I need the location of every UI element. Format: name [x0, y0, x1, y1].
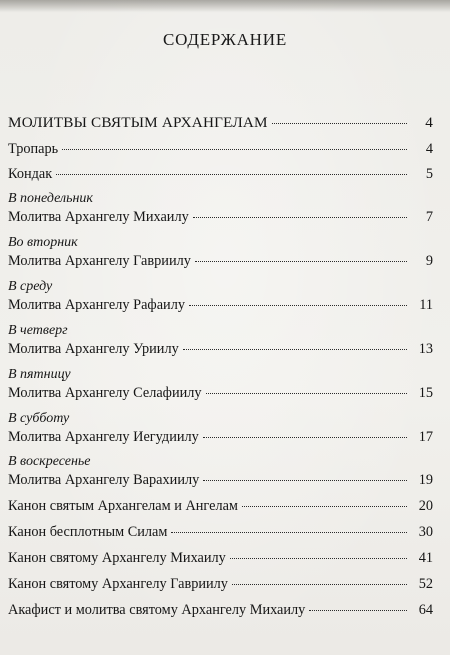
toc-leader-dots — [183, 349, 407, 350]
toc-entry — [8, 340, 433, 358]
toc-entry — [8, 601, 433, 619]
toc-entry-title: Канон святому Архангелу Михаилу — [8, 550, 226, 566]
toc-leader-dots — [171, 532, 407, 533]
toc-entry — [8, 114, 433, 132]
toc-day-label: Во вторник — [8, 235, 78, 250]
toc-leader-dots — [195, 261, 407, 262]
toc-entry-title: Тропарь — [8, 141, 59, 157]
toc-entry-page: 11 — [419, 297, 433, 313]
toc-leader-dots — [203, 480, 407, 481]
toc-leader-dots — [56, 174, 407, 175]
toc-entry — [8, 252, 433, 270]
toc-leader-dots — [230, 558, 407, 559]
toc-day-label: В субботу — [8, 411, 70, 426]
toc-entry-page: 7 — [425, 209, 433, 225]
toc-entry — [8, 575, 433, 593]
toc-entry-page: 4 — [425, 141, 433, 157]
toc-entry-title: МОЛИТВЫ СВЯТЫМ АРХАНГЕЛАМ — [8, 114, 268, 131]
toc-day-label: В воскресенье — [8, 454, 91, 469]
toc-entry — [8, 549, 433, 567]
toc-entry-page: 17 — [418, 429, 433, 445]
toc-entry-title: Молитва Архангелу Уриилу — [8, 341, 179, 357]
toc-entry-title: Канон бесплотным Силам — [8, 524, 168, 540]
toc-day-label: В пятницу — [8, 367, 71, 382]
toc-entry-page: 5 — [425, 166, 433, 182]
toc-entry-title: Канон святому Архангелу Гавриилу — [8, 576, 228, 592]
toc-leader-dots — [272, 123, 407, 124]
toc-entry-page: 41 — [418, 550, 433, 566]
toc-leader-dots — [309, 610, 407, 611]
toc-entry-page: 64 — [418, 602, 433, 618]
toc-leader-dots — [242, 506, 407, 507]
page-edge-shadow — [0, 0, 450, 12]
page-title: СОДЕРЖАНИЕ — [162, 30, 288, 49]
toc-entry-page: 9 — [425, 253, 433, 269]
toc-day-label: В четверг — [8, 323, 68, 338]
toc-entry-page: 19 — [418, 472, 433, 488]
toc-day-label: В среду — [8, 279, 53, 294]
toc-entry-title: Акафист и молитва святому Архангелу Михаилу — [8, 602, 306, 618]
toc-entry — [8, 497, 433, 515]
toc-entry — [8, 296, 433, 314]
toc-entry — [8, 384, 433, 402]
toc-leader-dots — [62, 149, 407, 150]
toc-entry — [8, 471, 433, 489]
toc-leader-dots — [193, 217, 407, 218]
toc-entry — [8, 140, 433, 158]
toc-entry-title: Молитва Архангелу Варахиилу — [8, 472, 200, 488]
toc-entry — [8, 523, 433, 541]
toc-entry — [8, 208, 433, 226]
toc-entry-title: Молитва Архангелу Михаилу — [8, 209, 189, 225]
toc-entry-page: 30 — [418, 524, 433, 540]
toc-entry-title: Кондак — [8, 166, 53, 182]
toc-leader-dots — [232, 584, 407, 585]
toc-day-label: В понедельник — [8, 191, 93, 206]
toc-entry — [8, 428, 433, 446]
toc-entry-title: Молитва Архангелу Иегудиилу — [8, 429, 199, 445]
toc-entry-title: Молитва Архангелу Рафаилу — [8, 297, 185, 313]
toc-leader-dots — [206, 393, 407, 394]
toc-entry-page: 52 — [418, 576, 433, 592]
toc-entry-title: Молитва Архангелу Селафиилу — [8, 385, 202, 401]
toc-entry-page: 4 — [425, 114, 433, 131]
toc-leader-dots — [189, 305, 407, 306]
toc-entry-title: Канон святым Архангелам и Ангелам — [8, 498, 238, 514]
toc-leader-dots — [203, 437, 407, 438]
toc-entry — [8, 165, 433, 183]
toc-entry-page: 15 — [418, 385, 433, 401]
toc-entry-page: 20 — [418, 498, 433, 514]
toc-entry-page: 13 — [418, 341, 433, 357]
toc-entry-title: Молитва Архангелу Гавриилу — [8, 253, 191, 269]
